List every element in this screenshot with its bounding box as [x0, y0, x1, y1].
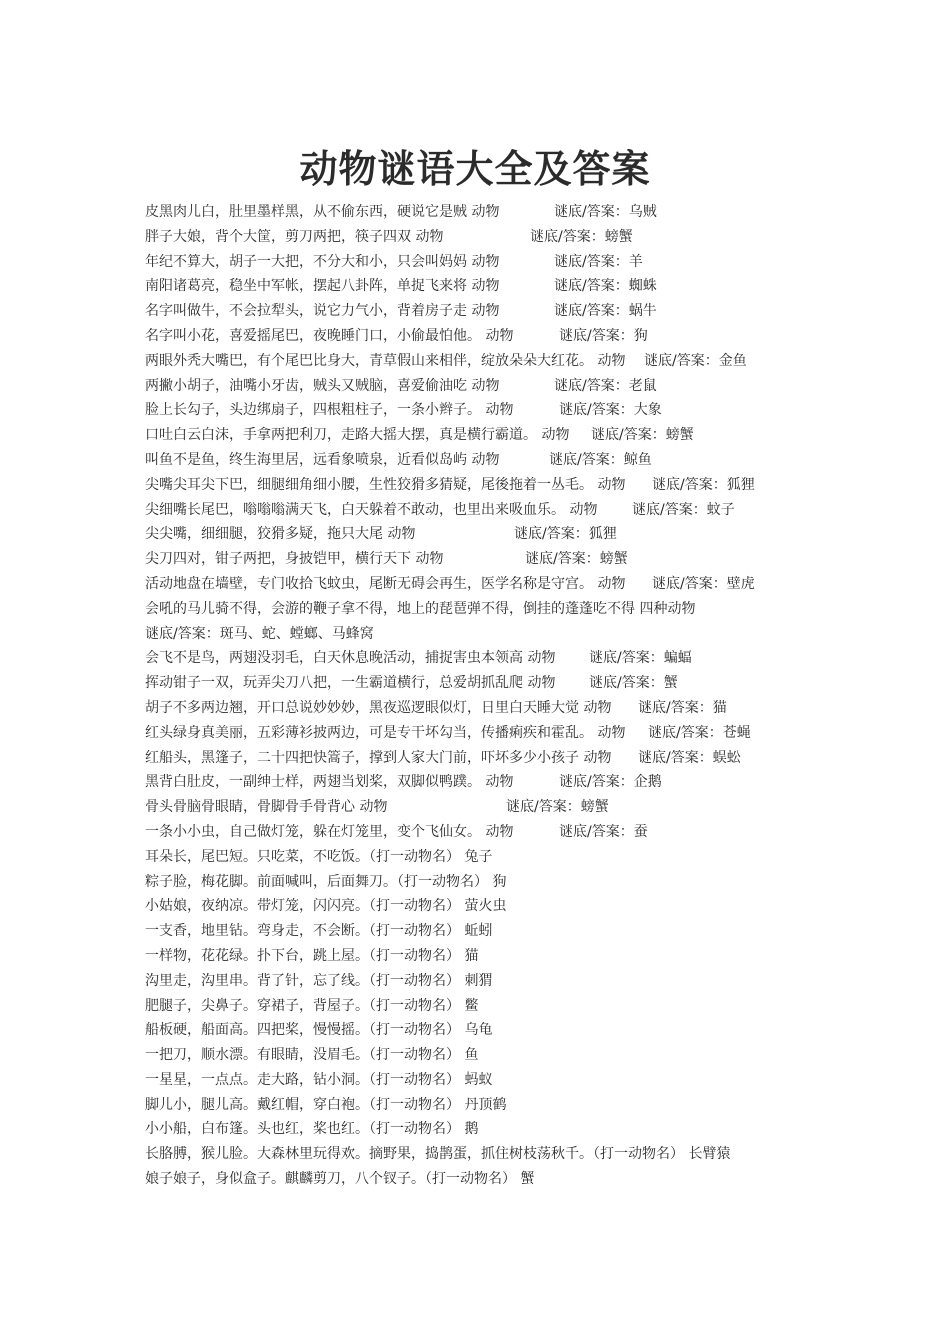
riddle-text: 肥腿子，尖鼻子。穿裙子，背屋子。（打一动物名） 鳖	[145, 997, 479, 1014]
riddle-question: 红头绿身真美丽，五彩薄衫披两边，可是专干坏勾当，传播痢疾和霍乱。 动物	[145, 724, 626, 741]
riddle-answer: 谜底/答案：蜗牛	[554, 303, 657, 320]
riddle-text: 脚儿小，腿儿高。戴红帽，穿白袍。（打一动物名） 丹顶鹤	[145, 1096, 507, 1113]
riddle-question: 南阳诸葛亮，稳坐中军帐，摆起八卦阵，单捉飞来将 动物	[145, 278, 500, 295]
riddle-line	[145, 498, 815, 523]
riddle-answer: 谜底/答案：大象	[559, 402, 662, 419]
riddle-answer: 谜底/答案：蟹	[589, 675, 678, 692]
riddle-text: 小姑娘，夜纳凉。带灯笼，闪闪亮。（打一动物名） 萤火虫	[145, 898, 507, 915]
riddle-question: 一条小小虫，自己做灯笼，躲在灯笼里，变个飞仙女。 动物	[145, 823, 514, 840]
riddle-line	[145, 299, 815, 324]
riddle-text: 小小船，白布篷。头也红，桨也红。（打一动物名） 鹅	[145, 1121, 479, 1138]
riddle-line	[145, 795, 815, 820]
riddle-line	[145, 250, 815, 275]
riddle-answer: 谜底/答案：螃蟹	[506, 799, 609, 816]
riddle-section-3	[145, 845, 815, 1143]
riddle-section-2	[145, 646, 815, 844]
riddle-line	[145, 969, 815, 994]
riddle-text: 娘子娘子，身似盒子。麒麟剪刀，八个钗子。（打一动物名） 蟹	[145, 1171, 535, 1188]
riddle-answer: 谜底/答案：老鼠	[554, 377, 657, 394]
riddle-answer: 谜底/答案：苍蝇	[648, 724, 751, 741]
riddle-line	[145, 671, 815, 696]
riddle-line	[145, 994, 815, 1019]
riddle-answer: 谜底/答案：羊	[554, 253, 643, 270]
riddle-line	[145, 622, 815, 647]
riddle-answer: 谜底/答案：狗	[559, 327, 648, 344]
riddle-answer: 谜底/答案：蝙蝠	[589, 650, 692, 667]
riddle-answer: 谜底/答案：壁虎	[652, 575, 755, 592]
riddle-answer: 谜底/答案：螃蟹	[591, 427, 694, 444]
riddle-text: 沟里走，沟里串。背了针，忘了线。（打一动物名） 刺猬	[145, 972, 493, 989]
riddle-line	[145, 423, 815, 448]
riddle-answer: 谜底/答案：蜈蚣	[638, 749, 741, 766]
document-title: 动物谜语大全及答案	[299, 147, 651, 191]
riddle-question: 胡子不多两边翘，开口总说妙妙妙，黑夜巡逻眼似灯，日里白天睡大觉 动物	[145, 699, 612, 716]
riddle-answer: 谜底/答案：金鱼	[644, 352, 747, 369]
riddle-text: 长胳膊，猴儿脸。大森林里玩得欢。摘野果，捣鹊蛋，抓住树枝荡秋千。（打一动物名） 长臂猿	[145, 1146, 731, 1163]
riddle-line	[145, 746, 815, 771]
riddle-line	[145, 944, 815, 969]
riddle-line	[145, 1142, 815, 1167]
riddle-text: 一星星，一点点。走大路，钻小洞。（打一动物名） 蚂蚁	[145, 1071, 493, 1088]
riddle-question: 叫鱼不是鱼，终生海里居，远看象喷泉，近看似岛屿 动物	[145, 451, 500, 468]
riddle-question: 挥动钳子一双，玩弄尖刀八把，一生霸道横行，总爱胡抓乱爬 动物	[145, 675, 556, 692]
riddle-question: 年纪不算大，胡子一大把，不分大和小，只会叫妈妈 动物	[145, 253, 500, 270]
riddle-line	[145, 696, 815, 721]
riddle-line	[145, 770, 815, 795]
riddle-line	[145, 820, 815, 845]
riddle-question: 骨头骨脑骨眼睛，骨脚骨手骨背心 动物	[145, 799, 388, 816]
riddle-question: 名字叫小花，喜爱摇尾巴，夜晚睡门口，小偷最怕他。 动物	[145, 327, 514, 344]
riddle-question: 皮黑肉儿白，肚里墨样黑，从不偷东西，硬说它是贼 动物	[145, 204, 500, 220]
riddle-section-1	[145, 200, 815, 597]
riddle-text: 粽子脸，梅花脚。前面喊叫，后面舞刀。（打一动物名） 狗	[145, 873, 507, 890]
riddle-question: 活动地盘在墙壁，专门收拾飞蚊虫，尾断无碍会再生，医学名称是守宫。 动物	[145, 575, 626, 592]
riddle-text: 船板硬，船面高。四把桨，慢慢摇。（打一动物名） 乌龟	[145, 1022, 493, 1039]
riddle-line	[145, 1068, 815, 1093]
riddle-line	[145, 547, 815, 572]
riddle-answer: 谜底/答案：蚊子	[632, 501, 735, 518]
riddle-text: 耳朵长，尾巴短。只吃菜，不吃饭。（打一动物名） 兔子	[145, 848, 493, 865]
riddle-answer: 谜底/答案：蜘蛛	[554, 278, 657, 295]
riddle-question: 尖嘴尖耳尖下巴，细腿细角细小腰，生性狡猾多猜疑，尾後拖着一丛毛。 动物	[145, 476, 626, 493]
riddle-line	[145, 522, 815, 547]
riddle-line	[145, 274, 815, 299]
riddle-text: 一支香，地里钻。弯身走，不会断。（打一动物名） 蚯蚓	[145, 923, 493, 940]
riddle-line	[145, 1117, 815, 1142]
riddle-answer: 谜底/答案：狐狸	[652, 476, 755, 493]
riddle-line	[145, 1093, 815, 1118]
riddle-answer: 谜底/答案：狐狸	[514, 526, 617, 543]
riddle-line	[145, 349, 815, 374]
riddle-line	[145, 398, 815, 423]
riddle-question: 尖刀四对，钳子两把，身披铠甲，横行天下 动物	[145, 551, 444, 568]
riddle-line	[145, 225, 815, 250]
riddle-answer: 谜底/答案：斑马、蛇、螳螂、马蜂窝	[145, 625, 374, 642]
riddle-question: 两撇小胡子，油嘴小牙齿，贼头又贼脑，喜爱偷油吃 动物	[145, 377, 500, 394]
riddle-question: 尖细嘴长尾巴，嗡嗡嗡满天飞，白天躲着不敢动，也里出来吸血乐。 动物	[145, 501, 598, 518]
riddle-question: 胖子大娘，背个大筐，剪刀两把，筷子四双 动物	[145, 228, 444, 245]
riddle-line	[145, 646, 815, 671]
riddle-question: 黑背白肚皮，一副绅士样，两翅当划桨，双脚似鸭蹼。 动物	[145, 774, 514, 791]
riddle-line	[145, 721, 815, 746]
riddle-line	[145, 324, 815, 349]
riddle-line	[145, 1043, 815, 1068]
riddle-line	[145, 200, 815, 225]
riddle-answer: 谜底/答案：猫	[638, 699, 727, 716]
riddle-line	[145, 572, 815, 597]
riddle-line	[145, 894, 815, 919]
riddle-line	[145, 1167, 815, 1192]
riddle-answer: 谜底/答案：乌贼	[554, 204, 657, 220]
riddle-text: 一样物，花花绿。扑下台，跳上屋。（打一动物名） 猫	[145, 947, 479, 964]
riddle-line	[145, 597, 815, 622]
riddle-line	[145, 1018, 815, 1043]
riddle-question: 口吐白云白沫，手拿两把利刀，走路大摇大摆，真是横行霸道。 动物	[145, 427, 570, 444]
riddle-answer: 谜底/答案：企鹅	[559, 774, 662, 791]
riddle-question: 会吼的马儿骑不得，会游的鞭子拿不得，地上的琵琶弹不得，倒挂的蓬蓬吃不得 四种动物	[145, 600, 696, 617]
riddle-question: 脸上长勾子，头边绑扇子，四根粗柱子，一条小辫子。 动物	[145, 402, 514, 419]
riddle-line	[145, 448, 815, 473]
riddle-question: 红船头，黑篷子，二十四把快篙子，撑到人家大门前，吓坏多少小孩子 动物	[145, 749, 612, 766]
riddle-question: 尖尖嘴，细细腿，狡猾多疑，拖只大尾 动物	[145, 526, 416, 543]
riddle-question: 名字叫做牛，不会拉犁头，说它力气小，背着房子走 动物	[145, 303, 500, 320]
riddle-line	[145, 919, 815, 944]
riddle-answer: 谜底/答案：螃蟹	[525, 551, 628, 568]
riddle-line	[145, 473, 815, 498]
riddle-question: 两眼外秃大嘴巴，有个尾巴比身大，青草假山来相伴，绽放朵朵大红花。 动物	[145, 352, 626, 369]
riddle-list	[145, 200, 815, 1192]
riddle-question: 会飞不是鸟，两翅没羽毛，白天休息晚活动，捕捉害虫本领高 动物	[145, 650, 556, 667]
riddle-line	[145, 845, 815, 870]
riddle-answer: 谜底/答案：蚕	[559, 823, 648, 840]
riddle-answer: 谜底/答案：螃蟹	[530, 228, 633, 245]
riddle-answer: 谜底/答案：鲸鱼	[549, 451, 652, 468]
riddle-line	[145, 374, 815, 399]
riddle-line	[145, 870, 815, 895]
riddle-text: 一把刀，顺水漂。有眼睛，没眉毛。（打一动物名） 鱼	[145, 1047, 479, 1064]
